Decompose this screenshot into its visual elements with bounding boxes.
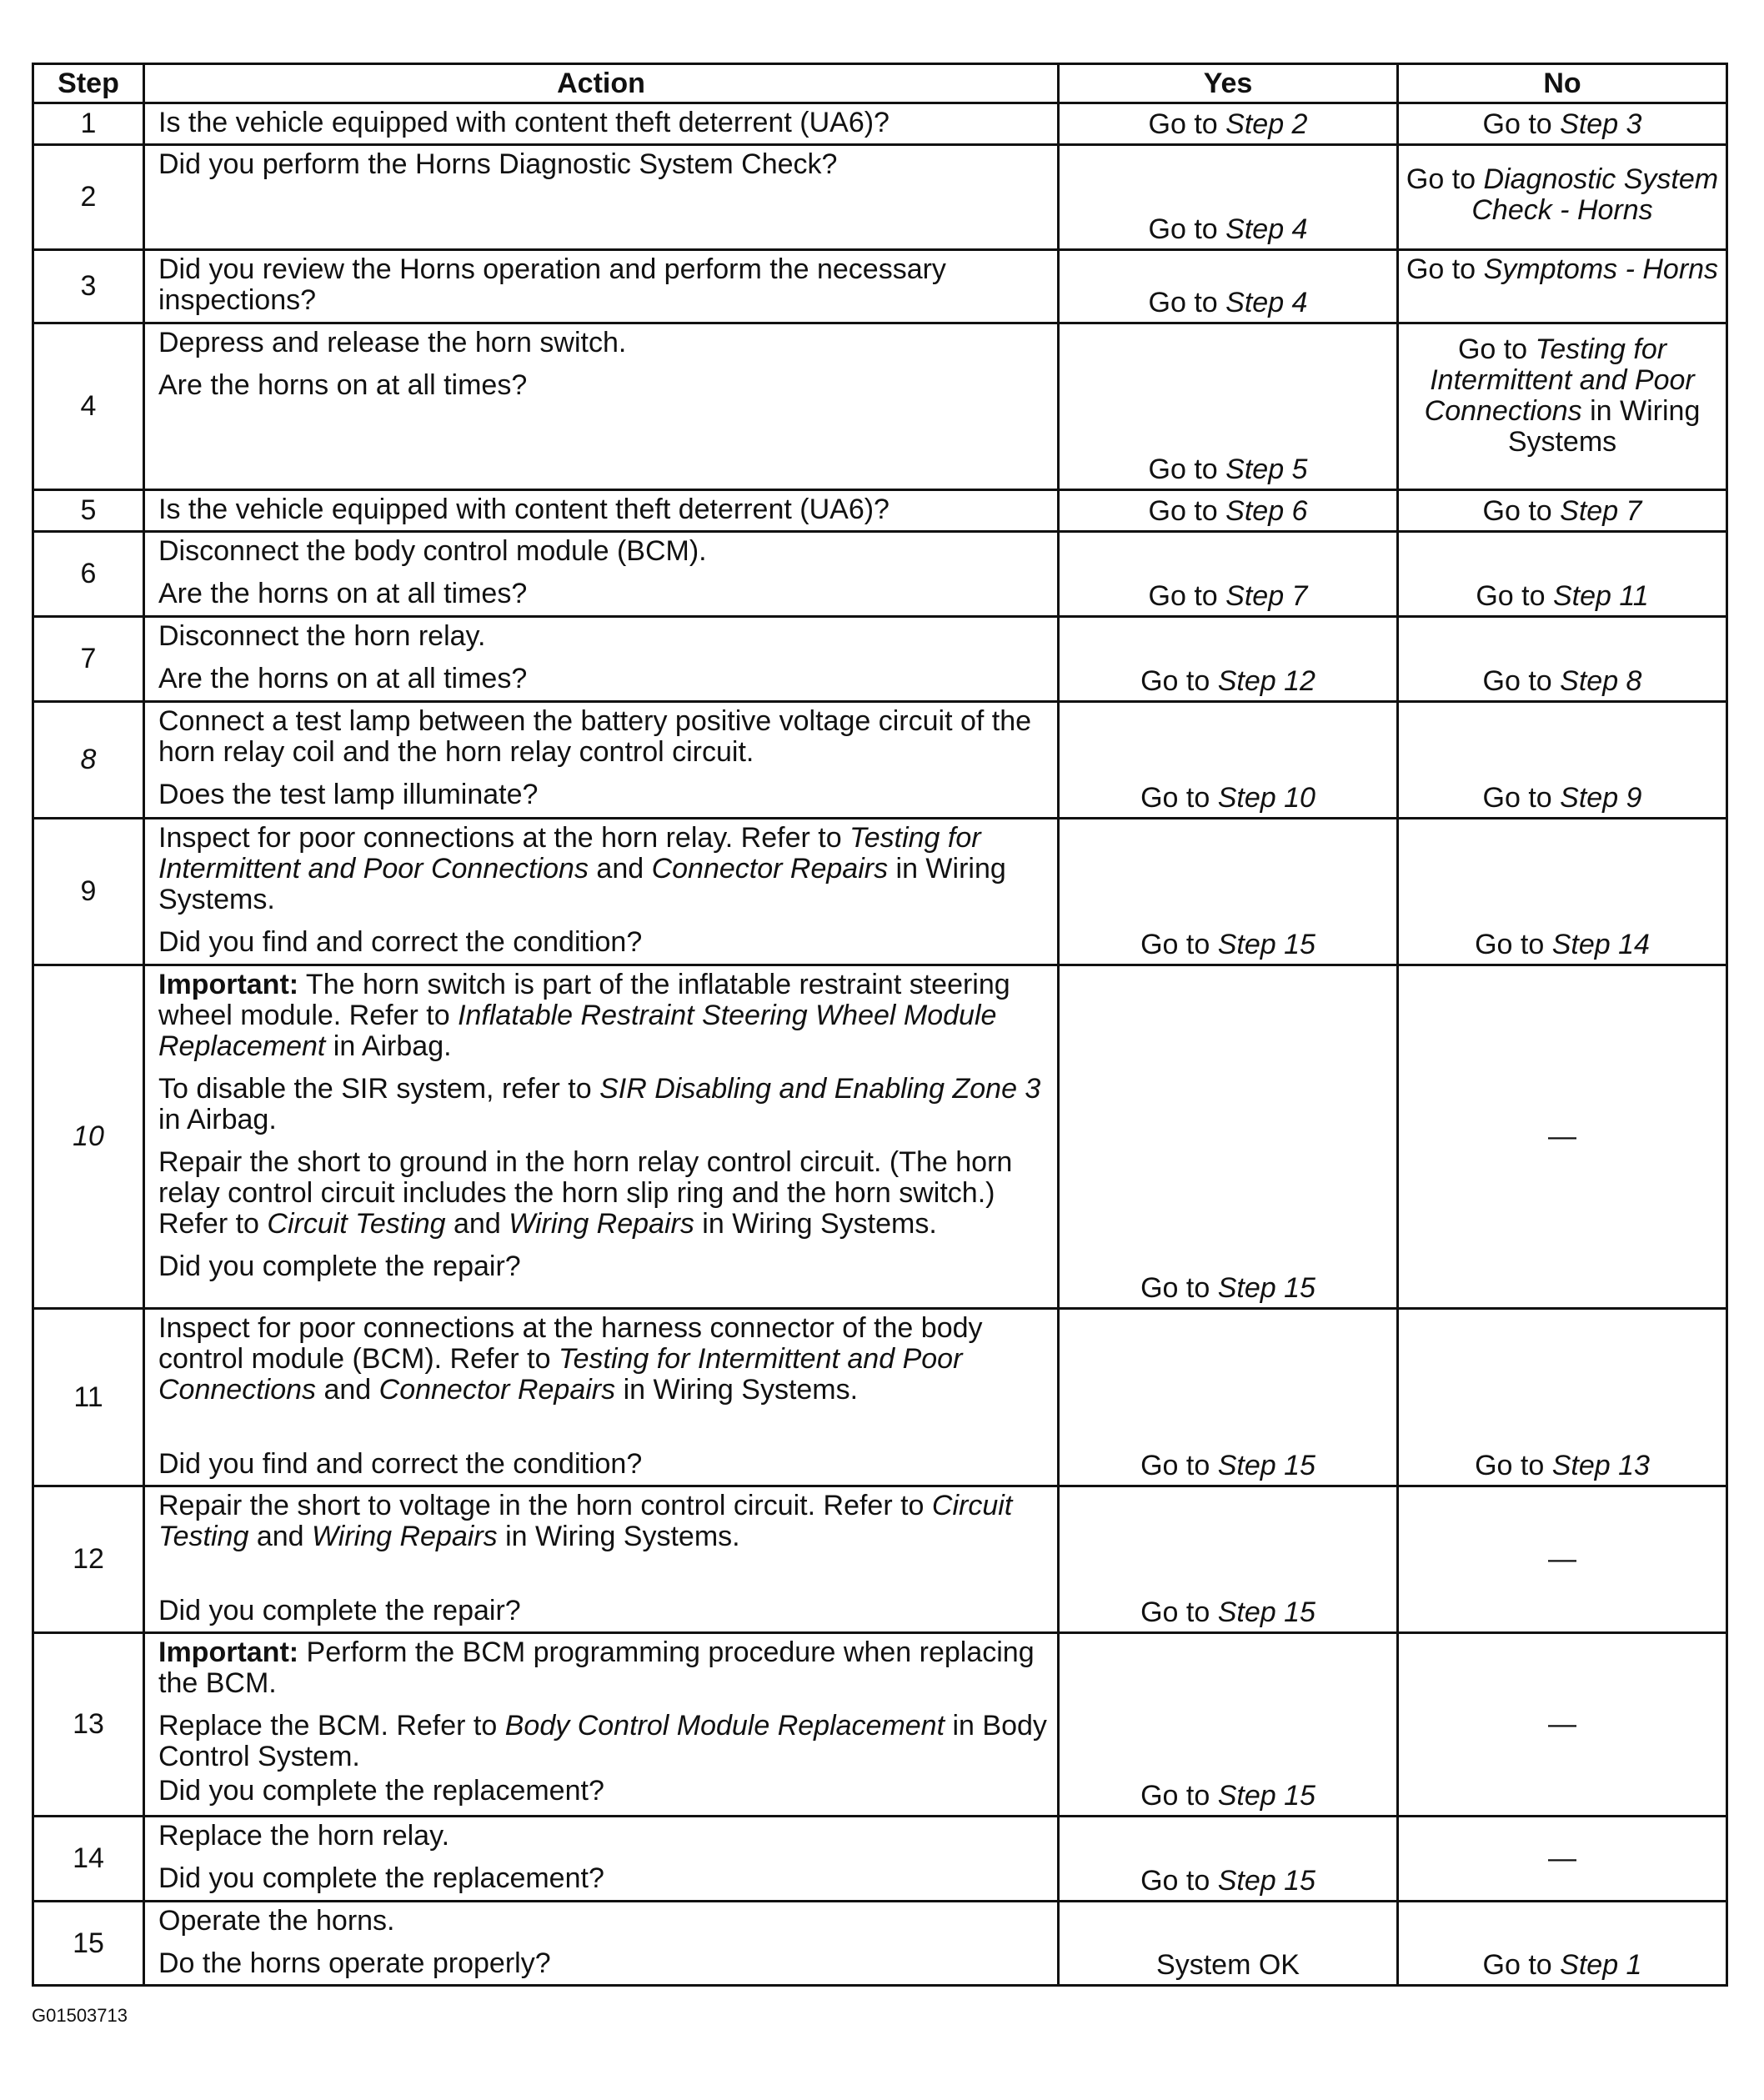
go-to-label: Go to bbox=[1140, 665, 1210, 697]
go-to-label: Go to bbox=[1482, 1949, 1552, 1981]
step-ref: Step 15 bbox=[1217, 1450, 1315, 1481]
table-row bbox=[33, 819, 1727, 965]
go-to-label: Go to bbox=[1140, 782, 1210, 814]
action-cell bbox=[144, 819, 1059, 965]
no-cell bbox=[1398, 819, 1727, 965]
go-to-label: Go to bbox=[1406, 253, 1476, 285]
go-to-label: Go to bbox=[1148, 213, 1218, 245]
step-ref: Step 15 bbox=[1217, 1596, 1315, 1628]
step-number: 3 bbox=[33, 250, 144, 323]
step-ref: Step 2 bbox=[1225, 108, 1308, 140]
table-row bbox=[33, 145, 1727, 250]
action-cell bbox=[144, 250, 1059, 323]
action-cell bbox=[144, 323, 1059, 490]
action-cell bbox=[144, 965, 1059, 1309]
action-text: Did you perform the Horns Diagnostic System Check? bbox=[158, 148, 838, 180]
action-cell bbox=[144, 103, 1059, 145]
step-number: 8 bbox=[33, 702, 144, 819]
go-to-label: Go to bbox=[1482, 108, 1552, 140]
step-ref: Step 5 bbox=[1225, 454, 1308, 485]
no-cell: — bbox=[1398, 1817, 1727, 1902]
no-cell bbox=[1398, 323, 1727, 490]
action-cell bbox=[144, 702, 1059, 819]
go-to-label: Go to bbox=[1140, 929, 1210, 960]
step-ref: Step 15 bbox=[1217, 929, 1315, 960]
no-cell bbox=[1398, 250, 1727, 323]
step-number: 2 bbox=[33, 145, 144, 250]
go-to-label: Go to bbox=[1457, 333, 1528, 365]
table-row bbox=[33, 103, 1727, 145]
action-text: Depress and release the horn switch. bbox=[158, 327, 627, 358]
action-question: Did you complete the repair? bbox=[158, 1250, 521, 1282]
no-cell bbox=[1398, 532, 1727, 617]
no-cell bbox=[1398, 490, 1727, 532]
action-cell bbox=[144, 1633, 1059, 1817]
procedure-ref: Diagnostic System Check - Horns bbox=[1471, 163, 1719, 226]
yes-cell bbox=[1059, 532, 1398, 617]
step-number: 7 bbox=[33, 617, 144, 702]
action-text: Replace the BCM. Refer to Body Control Module Replacement in Body Control System. bbox=[158, 1710, 1047, 1772]
go-to-label: Go to bbox=[1475, 929, 1545, 960]
table-row bbox=[33, 965, 1727, 1309]
action-cell bbox=[144, 1902, 1059, 1986]
step-number: 11 bbox=[33, 1309, 144, 1486]
go-to-label: Go to bbox=[1140, 1596, 1210, 1628]
go-to-label: Go to bbox=[1476, 580, 1546, 612]
table-row bbox=[33, 617, 1727, 702]
no-cell: — bbox=[1398, 1633, 1727, 1817]
action-text: Did you review the Horns operation and perform the necessary inspections? bbox=[158, 253, 946, 316]
go-to-label: Go to bbox=[1148, 454, 1218, 485]
header-step: Step bbox=[33, 64, 144, 103]
table-row bbox=[33, 1902, 1727, 1986]
step-ref: Step 15 bbox=[1217, 1272, 1315, 1304]
table-row bbox=[33, 1633, 1727, 1817]
action-cell bbox=[144, 1309, 1059, 1486]
step-number: 15 bbox=[33, 1902, 144, 1986]
yes-cell bbox=[1059, 1309, 1398, 1486]
header-action: Action bbox=[144, 64, 1059, 103]
step-ref: Step 8 bbox=[1560, 665, 1642, 697]
action-question: Does the test lamp illuminate? bbox=[158, 779, 539, 810]
go-to-label: Go to bbox=[1482, 495, 1552, 527]
step-ref: Step 4 bbox=[1225, 287, 1308, 318]
step-ref: Step 10 bbox=[1217, 782, 1315, 814]
action-cell bbox=[144, 490, 1059, 532]
table-row bbox=[33, 532, 1727, 617]
table-row bbox=[33, 702, 1727, 819]
yes-cell bbox=[1059, 702, 1398, 819]
step-ref: Step 13 bbox=[1551, 1450, 1650, 1481]
go-to-label: Go to bbox=[1140, 1272, 1210, 1304]
yes-cell: System OK bbox=[1059, 1902, 1398, 1986]
action-question: Are the horns on at all times? bbox=[158, 369, 528, 401]
action-text: Connect a test lamp between the battery positive voltage circuit of the horn relay coil and the horn relay control circuit. bbox=[158, 705, 1032, 768]
step-ref: Step 15 bbox=[1217, 1865, 1315, 1897]
action-text: Disconnect the horn relay. bbox=[158, 620, 486, 652]
yes-cell bbox=[1059, 819, 1398, 965]
action-question: Did you find and correct the condition? bbox=[158, 1448, 643, 1480]
no-cell bbox=[1398, 1309, 1727, 1486]
action-text: Is the vehicle equipped with content theft deterrent (UA6)? bbox=[158, 107, 890, 138]
step-ref: Step 9 bbox=[1560, 782, 1642, 814]
diagnostic-table bbox=[32, 63, 1728, 1987]
step-ref: Step 7 bbox=[1225, 580, 1308, 612]
yes-cell bbox=[1059, 1486, 1398, 1633]
yes-cell bbox=[1059, 490, 1398, 532]
yes-cell bbox=[1059, 250, 1398, 323]
go-to-label: Go to bbox=[1148, 495, 1218, 527]
no-cell: — bbox=[1398, 1486, 1727, 1633]
no-cell: — bbox=[1398, 965, 1727, 1309]
table-row bbox=[33, 323, 1727, 490]
step-number: 6 bbox=[33, 532, 144, 617]
no-cell bbox=[1398, 617, 1727, 702]
step-number: 10 bbox=[33, 965, 144, 1309]
yes-cell bbox=[1059, 965, 1398, 1309]
step-ref: Step 12 bbox=[1217, 665, 1315, 697]
go-to-label: Go to bbox=[1140, 1865, 1210, 1897]
step-ref: Step 4 bbox=[1225, 213, 1308, 245]
action-cell bbox=[144, 145, 1059, 250]
step-number: 5 bbox=[33, 490, 144, 532]
action-question: Are the horns on at all times? bbox=[158, 578, 528, 609]
no-cell bbox=[1398, 103, 1727, 145]
no-cell bbox=[1398, 702, 1727, 819]
yes-cell bbox=[1059, 1633, 1398, 1817]
yes-cell bbox=[1059, 323, 1398, 490]
header-yes: Yes bbox=[1059, 64, 1398, 103]
step-number: 12 bbox=[33, 1486, 144, 1633]
important-note: Important: Perform the BCM programming procedure when replacing the BCM. bbox=[158, 1636, 1035, 1699]
action-text: Is the vehicle equipped with content theft deterrent (UA6)? bbox=[158, 494, 890, 525]
action-text: Inspect for poor connections at the horn relay. Refer to Testing for Intermittent and Poor Connections and Connector Repairs in Wiring Systems. bbox=[158, 822, 1006, 915]
table-row bbox=[33, 490, 1727, 532]
action-text: Operate the horns. bbox=[158, 1905, 395, 1937]
go-to-label: Go to bbox=[1475, 1450, 1545, 1481]
go-to-label: Go to bbox=[1140, 1780, 1210, 1812]
go-to-label: Go to bbox=[1482, 665, 1552, 697]
header-no: No bbox=[1398, 64, 1727, 103]
go-to-label: Go to bbox=[1140, 1450, 1210, 1481]
action-text: Replace the horn relay. bbox=[158, 1820, 450, 1852]
step-ref: Step 14 bbox=[1551, 929, 1650, 960]
step-ref: Step 1 bbox=[1560, 1949, 1642, 1981]
go-to-label: Go to bbox=[1482, 782, 1552, 814]
action-text: Repair the short to ground in the horn relay control circuit. (The horn relay control circuit includes the horn slip ring and the horn switch.) Refer to Circuit Testing and Wiring Repairs in Wiring Systems. bbox=[158, 1146, 1013, 1240]
step-number: 4 bbox=[33, 323, 144, 490]
step-number: 13 bbox=[33, 1633, 144, 1817]
step-number: 1 bbox=[33, 103, 144, 145]
yes-cell bbox=[1059, 103, 1398, 145]
action-question: Did you find and correct the condition? bbox=[158, 926, 643, 958]
action-text: Inspect for poor connections at the harness connector of the body control module (BCM). Refer to Testing for Intermittent and Poor Connections and Connector Repairs in Wiring Systems. bbox=[158, 1312, 983, 1406]
action-question: Are the horns on at all times? bbox=[158, 663, 528, 694]
go-to-label: Go to bbox=[1148, 108, 1218, 140]
table-header-row bbox=[33, 64, 1727, 103]
step-ref: Step 6 bbox=[1225, 495, 1308, 527]
yes-cell bbox=[1059, 145, 1398, 250]
no-cell bbox=[1398, 145, 1727, 250]
action-cell bbox=[144, 1486, 1059, 1633]
no-cell bbox=[1398, 1902, 1727, 1986]
step-ref: Step 15 bbox=[1217, 1780, 1315, 1812]
step-ref: Step 3 bbox=[1560, 108, 1642, 140]
step-number: 9 bbox=[33, 819, 144, 965]
step-number: 14 bbox=[33, 1817, 144, 1902]
step-ref: Step 7 bbox=[1560, 495, 1642, 527]
action-text: Disconnect the body control module (BCM). bbox=[158, 535, 707, 567]
action-question: Did you complete the replacement? bbox=[158, 1862, 604, 1894]
table-row bbox=[33, 1486, 1727, 1633]
action-text: Repair the short to voltage in the horn control circuit. Refer to Circuit Testing and Wiring Repairs in Wiring Systems. bbox=[158, 1490, 1013, 1552]
yes-cell bbox=[1059, 617, 1398, 702]
action-question: Did you complete the replacement? bbox=[158, 1775, 604, 1807]
yes-cell bbox=[1059, 1817, 1398, 1902]
action-question: Did you complete the repair? bbox=[158, 1595, 521, 1626]
action-cell bbox=[144, 1817, 1059, 1902]
action-cell bbox=[144, 617, 1059, 702]
table-row bbox=[33, 1817, 1727, 1902]
reference-location: in Wiring Systems bbox=[1507, 395, 1701, 458]
step-ref: Step 11 bbox=[1552, 580, 1649, 612]
figure-id: G01503713 bbox=[32, 2005, 128, 2026]
action-question: Do the horns operate properly? bbox=[158, 1947, 551, 1979]
table-row bbox=[33, 1309, 1727, 1486]
action-cell bbox=[144, 532, 1059, 617]
table-row bbox=[33, 250, 1727, 323]
procedure-ref: Symptoms - Horns bbox=[1483, 253, 1719, 285]
go-to-label: Go to bbox=[1148, 580, 1218, 612]
procedure-ref: Testing for Intermittent and Poor Connections bbox=[1424, 333, 1695, 427]
go-to-label: Go to bbox=[1148, 287, 1218, 318]
important-note: Important: The horn switch is part of the inflatable restraint steering wheel module. Refer to Inflatable Restraint Steering Wheel Module Replacement in Airbag. bbox=[158, 969, 1010, 1062]
go-to-label: Go to bbox=[1406, 163, 1476, 195]
action-text: To disable the SIR system, refer to SIR Disabling and Enabling Zone 3 in Airbag. bbox=[158, 1073, 1041, 1135]
